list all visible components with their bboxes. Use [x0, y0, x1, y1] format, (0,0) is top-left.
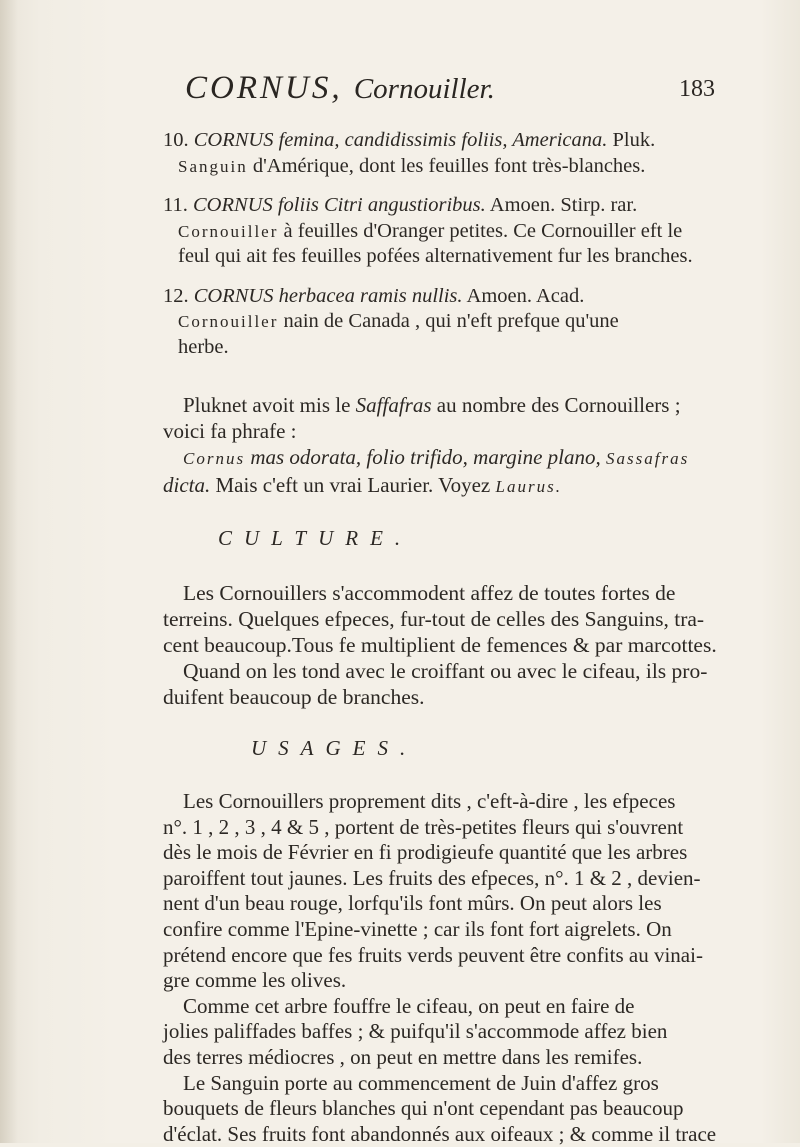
paragraph-line: nent d'un beau rouge, lorfqu'ils font mûrs. On peut alors les	[163, 891, 662, 916]
entry-line	[163, 284, 723, 310]
spacer	[163, 374, 723, 392]
entry-number: 10.	[163, 129, 189, 151]
entry-french-description: d'Amérique, dont les feuilles font très-blanches.	[247, 154, 646, 177]
running-head-name: Cornouiller.	[353, 73, 495, 105]
entry-line	[163, 128, 723, 154]
species-entry-12	[163, 284, 723, 361]
text-run-italic: Saffafras	[355, 393, 432, 417]
entry-common-name: Sanguin	[178, 156, 248, 176]
entry-line	[163, 154, 723, 180]
entry-common-name: Cornouiller	[178, 312, 279, 331]
paragraph-line: duifent beaucoup de branches.	[163, 684, 425, 709]
entry-genus: CORNUS	[193, 129, 274, 151]
section-title-usages: USAGES.	[251, 735, 418, 760]
paragraph-line: n°. 1 , 2 , 3 , 4 & 5 , portent de très-petites fleurs qui s'ouvrent	[163, 814, 684, 839]
culture-paragraph	[163, 580, 723, 710]
entry-latin-description: foliis Citri angustioribus.	[272, 194, 486, 216]
species-entry-10	[163, 128, 723, 179]
paragraph-line: paroiffent tout jaunes. Les fruits des efpeces, n°. 1 & 2 , devien-	[163, 865, 701, 890]
text-run-smallcaps: Sassafras	[606, 449, 690, 468]
paragraph-line: Les Cornouillers proprement dits , c'eft-à-dire , les efpeces	[183, 789, 676, 813]
paragraph-line	[163, 472, 723, 500]
paragraph-line: Le Sanguin porte au commencement de Juin d'affez gros	[183, 1070, 659, 1095]
paragraph-line: des terres médiocres , on peut en mettre dans les remifes.	[163, 1044, 643, 1069]
entry-genus: CORNUS	[193, 194, 273, 216]
page-header	[185, 70, 715, 114]
entry-reference: Amoen. Acad.	[462, 284, 585, 307]
entry-reference: Amoen. Stirp. rar.	[485, 194, 638, 216]
paragraph-line: gre comme les olives.	[163, 968, 347, 993]
entry-line	[163, 193, 723, 219]
entry-french-description: nain de Canada , qui n'eft prefque qu'une	[278, 310, 619, 332]
entry-line: feul qui ait fes feuilles pofées alternativement fur les branches.	[178, 245, 693, 267]
entry-genus: CORNUS	[193, 284, 274, 307]
species-entry-11	[163, 193, 723, 270]
paragraph-line: bouquets de fleurs blanches qui n'ont cependant pas beaucoup	[163, 1096, 684, 1121]
entry-french-description: à feuilles d'Oranger petites. Ce Cornouiller eft le	[278, 219, 683, 242]
text-run: au nombre des Cornouillers ;	[431, 393, 681, 417]
page-number: 183	[679, 76, 715, 102]
paragraph-line: confire comme l'Epine-vinette ; car ils font fort aigrelets. On	[163, 916, 672, 941]
entry-line	[163, 219, 723, 245]
text-run-italic: dicta.	[163, 473, 211, 497]
paragraph-line: Les Cornouillers s'accommodent affez de toutes fortes de	[183, 580, 676, 605]
paragraph-line: terreins. Quelques efpeces, fur-tout de celles des Sanguins, tra-	[163, 606, 705, 631]
paragraph-line	[163, 392, 723, 418]
paragraph-line: prétend encore que fes fruits verds peuvent être confits au vinai-	[163, 942, 703, 967]
entry-reference: Pluk.	[607, 129, 656, 151]
paragraph-line	[163, 444, 723, 472]
text-run-smallcaps: Cornus	[183, 449, 246, 468]
entry-number: 11.	[163, 194, 188, 216]
entry-latin-description: herbacea ramis nullis.	[273, 284, 463, 307]
paragraph-line: cent beaucoup.Tous fe multiplient de femences & par marcottes.	[163, 632, 717, 657]
paragraph-line: Comme cet arbre fouffre le cifeau, on peut en faire de	[183, 993, 635, 1018]
text-run: Pluknet avoit mis le	[183, 393, 356, 417]
paragraph-line: Quand on les tond avec le croiffant ou avec le cifeau, ils pro-	[183, 658, 708, 683]
text-run-smallcaps: Laurus.	[495, 477, 562, 496]
paragraph-line: jolies paliffades baffes ; & puifqu'il s'accommode affez bien	[163, 1019, 668, 1044]
paragraph-line: dès le mois de Février en fi prodigieufe quantité que les arbres	[163, 840, 688, 865]
page-body	[163, 128, 723, 1147]
entry-latin-description: femina, candidissimis foliis, Americana.	[273, 129, 608, 151]
text-run: Mais c'eft un vrai Laurier. Voyez	[210, 473, 496, 497]
section-title-culture: CULTURE.	[218, 526, 413, 550]
text-run-italic: mas odorata, folio trifido, margine plano,	[245, 445, 606, 469]
entry-line	[163, 309, 723, 335]
entry-line: herbe.	[178, 335, 229, 358]
paragraph-line: voici fa phrafe :	[163, 419, 297, 443]
entry-number: 12.	[163, 284, 189, 307]
running-head	[185, 70, 495, 107]
running-head-genus: CORNUS,	[185, 70, 343, 106]
entry-common-name: Cornouiller	[178, 221, 279, 241]
pluknet-paragraph	[163, 392, 723, 500]
usages-paragraph	[163, 789, 723, 1147]
paragraph-line: d'éclat. Ses fruits font abandonnés aux oifeaux ; & comme il trace	[163, 1121, 717, 1146]
